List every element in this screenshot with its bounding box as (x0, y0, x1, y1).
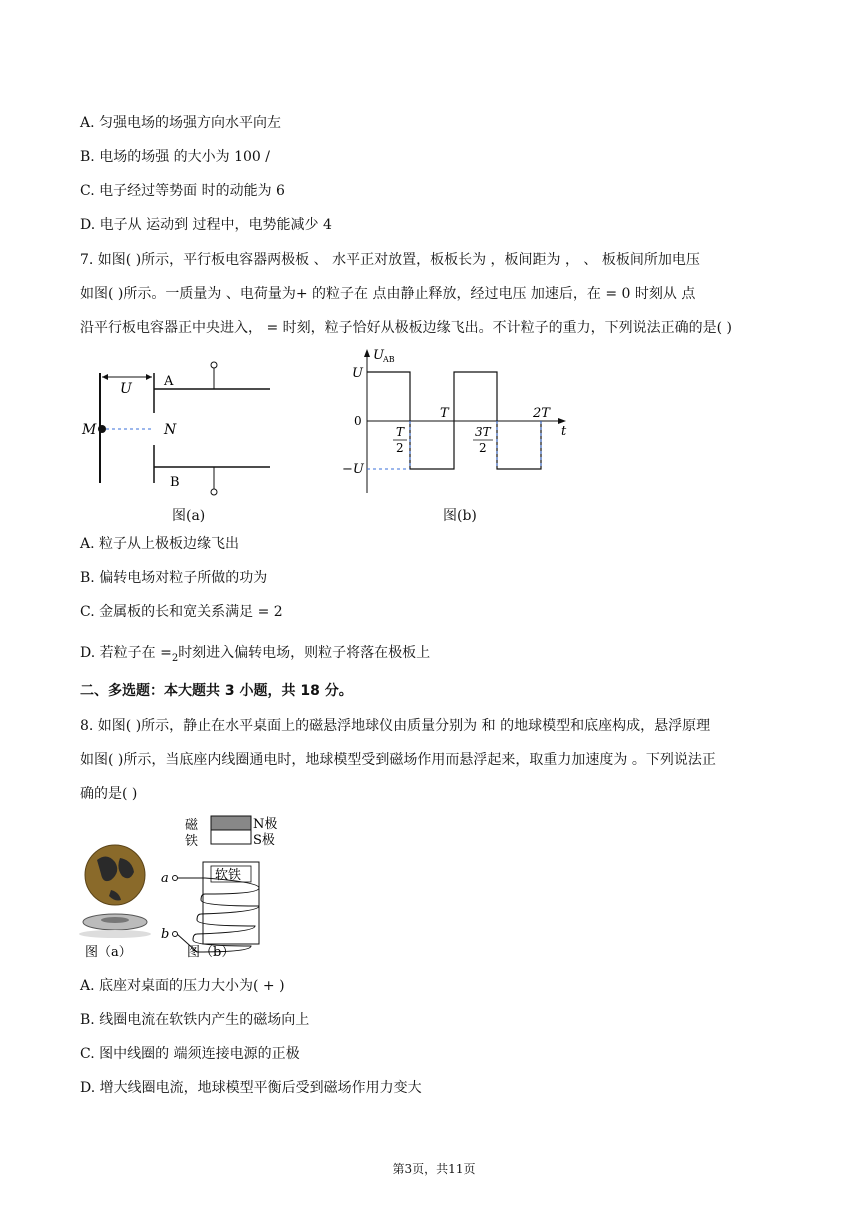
tick-3t-half-den: 2 (479, 441, 487, 455)
tick-3t-half-num: 3T (475, 425, 491, 439)
x-axis-label: t (561, 424, 567, 439)
q7-option-c: C. 金属板的长和宽关系满足 = 2 (80, 604, 283, 620)
tick-zero: 0 (354, 414, 362, 428)
section-title-multiple-choice: 二、多选题：本大题共 3 小题，共 18 分。 (80, 683, 353, 699)
plate-b-terminal (211, 489, 217, 495)
label-u: U (120, 381, 132, 397)
q7-option-d-suffix: 时刻进入偏转电场，则粒子将落在极板上 (178, 645, 431, 661)
terminal-a (173, 876, 178, 881)
q7-stem-line-3: 沿平行板电容器正中央进入， = 时刻，粒子恰好从极板边缘飞出。不计粒子的重力，下列说法正确的是( ) (80, 320, 733, 336)
tick-t-half-den: 2 (396, 441, 404, 455)
q8-stem-line-1: 8. 如图( )所示，静止在水平桌面上的磁悬浮地球仪由质量分别为 和 的地球模型和底座构成，悬浮原理 (80, 718, 711, 734)
q7-stem-line-2: 如图( )所示。一质量为 、电荷量为+ 的粒子在 点由静止释放，经过电压 加速后，在 = 0 时刻从 点 (80, 286, 696, 302)
q8-figure (75, 810, 305, 960)
q7-figure-a (80, 355, 280, 505)
label-n: N (164, 422, 177, 438)
tick-neg-u: −U (342, 462, 364, 477)
label-b: B (170, 475, 180, 490)
q8-caption-a: 图（a） (85, 945, 132, 960)
q7-option-d-fraction: 2 (171, 653, 179, 664)
q7-option-b: B. 偏转电场对粒子所做的功为 (80, 570, 268, 586)
q8-stem-line-2: 如图( )所示，当底座内线圈通电时，地球模型受到磁场作用而悬浮起来，取重力加速度为 。下列说法正 (80, 752, 716, 768)
q8-option-a: A. 底座对桌面的压力大小为( + ) (80, 978, 285, 994)
q7-figure-a-caption: 图(a) (172, 508, 206, 524)
magnet-n-pole (211, 816, 251, 830)
tick-u: U (352, 366, 363, 381)
y-axis-label: U (373, 348, 384, 363)
q8-stem-line-3: 确的是( ) (80, 786, 138, 802)
globe-illustration (79, 845, 151, 938)
n-pole-label: N极 (253, 817, 278, 832)
q7-stem-line-1: 7. 如图( )所示，平行板电容器两极板 、 水平正对放置，板板长为 ，板间距为 ， 、 板板间所加电压 (80, 252, 700, 268)
terminal-b (173, 932, 178, 937)
q6-option-d: D. 电子从 运动到 过程中，电势能减少 4 (80, 217, 332, 233)
plate-a-terminal (211, 362, 217, 368)
tick-t-half-num: T (396, 425, 405, 439)
magnet-label-2: 铁 (185, 834, 199, 849)
q6-option-c: C. 电子经过等势面 时的动能为 6 (80, 183, 285, 199)
q8-option-b: B. 线圈电流在软铁内产生的磁场向上 (80, 1012, 310, 1028)
point-m (98, 425, 106, 433)
q8-caption-b: 图（b） (187, 945, 235, 960)
q8-option-d: D. 增大线圈电流，地球模型平衡后受到磁场作用力变大 (80, 1080, 422, 1096)
page-footer: 第3页，共11页 (392, 1162, 476, 1176)
tick-t: T (440, 406, 449, 421)
magnet-s-pole (211, 830, 251, 844)
s-pole-label: S极 (253, 833, 275, 848)
q8-option-c: C. 图中线圈的 端须连接电源的正极 (80, 1046, 300, 1062)
terminal-a-label: a (161, 871, 169, 886)
y-axis-label-sub: AB (383, 355, 395, 364)
label-a: A (164, 374, 174, 389)
q7-option-a: A. 粒子从上极板边缘飞出 (80, 536, 240, 552)
magnet-label-1: 磁 (185, 818, 199, 833)
tick-2t: 2T (533, 406, 550, 421)
q7-figure-b-caption: 图(b) (443, 508, 477, 524)
q6-option-b: B. 电场的场强 的大小为 100 / (80, 149, 270, 165)
label-m: M (82, 422, 97, 438)
q6-option-a: A. 匀强电场的场强方向水平向左 (80, 115, 282, 131)
q7-option-d (80, 643, 430, 669)
terminal-b-label: b (161, 927, 170, 942)
soft-iron-label: 软铁 (215, 868, 242, 883)
q7-figure-b (340, 345, 580, 500)
q7-option-d-prefix: D. 若粒子在 = (80, 645, 172, 661)
